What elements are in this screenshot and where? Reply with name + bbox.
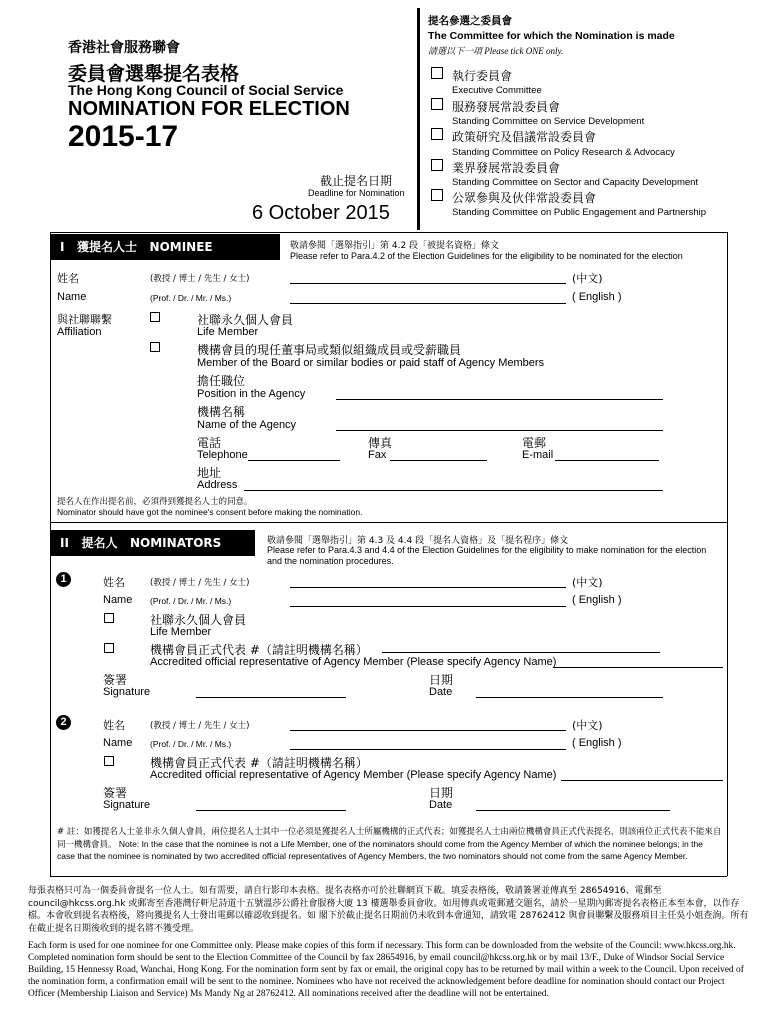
- section-divider: [50, 522, 727, 523]
- position-field[interactable]: [336, 399, 663, 400]
- nominator-2-name-en-field[interactable]: [290, 749, 566, 750]
- nominator-1-signature-zh: 簽署: [103, 673, 128, 687]
- section-nominee-note-en: Please refer to Para.4.2 of the Election Guidelines for the eligibility to be nominated for the election: [290, 251, 683, 261]
- nominator-2-agency-en-field[interactable]: [561, 780, 723, 781]
- address-label-en: Address: [197, 479, 238, 491]
- nominator-footnote-en: Note: In the case that the nominee is not a Life Member, one of the nominators should come from the Agency Member of which the nominee belongs; in the case that the nominee is nominated by two accredited official representatives of Agency Members, the two nominators should not come from the same Agency Member.: [57, 838, 703, 861]
- public-engagement-checkbox[interactable]: [431, 189, 443, 201]
- committee-box-border: [417, 8, 420, 230]
- fax-label-en: Fax: [368, 449, 387, 461]
- footer-note-zh: 每張表格只可為一個委員會提名一位人士。如有需要，請自行影印本表格。提名表格亦可於社聯網頁下載。填妥表格後，敬請簽署並傳真至 28654916、電郵至 council@hkcss.org.hk 或郵寄至香港灣仔軒尼詩道十五號溫莎公爵社會服務大廈 13 樓選舉委員會收。如用傳真或電郵遞交題名，請於一星期內郵寄提名表格正本至本會，以作存檔。本會收到提名表格後，將向獲提名人士發出電郵以確認收到提名。如 閣下於截止提名日期前仍未收到本會通知，請致電 28762412 與會員聯繫及服務項目主任吳小姐查詢。所有在截止提名日期後收到的提名將不獲受理。: [28, 886, 749, 934]
- nominator-2-date-en: Date: [429, 799, 453, 811]
- form-title-zh: 委員會選舉提名表格: [68, 63, 240, 85]
- nominator-1-signature-field[interactable]: [196, 697, 346, 698]
- nominee-agency-member-checkbox[interactable]: [150, 342, 160, 352]
- nominator-1-date-zh: 日期: [429, 673, 454, 687]
- position-label-en: Position in the Agency: [197, 388, 306, 400]
- sector-capacity-checkbox[interactable]: [431, 159, 443, 171]
- section-nominators-note-en: Please refer to Para.4.3 and 4.4 of the Election Guidelines for the eligibility to make nomination for the election and the nomination procedures.: [267, 545, 707, 566]
- nominator-1-date-field[interactable]: [476, 697, 663, 698]
- nominee-life-member-zh: 社聯永久個人會員: [197, 313, 294, 327]
- nominee-name-label-zh: 姓名: [57, 272, 79, 285]
- form-bottom-border: [50, 876, 727, 877]
- section-nominee-note-zh: 敬請參閱「選舉指引」第 4.2 段「被提名資格」條文: [290, 241, 500, 251]
- committee-option-en: Standing Committee on Policy Research & Advocacy: [452, 147, 675, 158]
- fax-label-zh: 傳真: [368, 436, 393, 450]
- nominator-2-title-zh: (教授 / 博士 / 先生 / 女士): [150, 721, 250, 731]
- nominee-name-en-field[interactable]: [290, 303, 566, 304]
- nominator-1-agency-en-field[interactable]: [553, 667, 723, 668]
- nominee-life-member-en: Life Member: [197, 326, 259, 338]
- committee-option-en: Standing Committee on Public Engagement and Partnership: [452, 207, 707, 218]
- nominator-2-english-label: ( English ): [572, 737, 622, 749]
- nominator-2-date-field[interactable]: [476, 810, 670, 811]
- section-nominators-note-zh: 敬請參閱「選舉指引」第 4.3 及 4.4 段「提名人資格」及「提名程序」條文: [267, 536, 569, 546]
- agency-name-field[interactable]: [336, 430, 663, 431]
- nominee-agency-member-zh: 機構會員的現任董事局或類似組織成員或受薪職員: [197, 343, 462, 357]
- telephone-label-en: Telephone: [197, 449, 248, 461]
- nominator-1-number: 1: [56, 572, 71, 587]
- committee-option-zh: 業界發展常設委員會: [452, 161, 561, 175]
- nominee-english-label: ( English ): [572, 291, 622, 303]
- nominator-2-representative-checkbox[interactable]: [104, 756, 114, 766]
- agency-name-label-en: Name of the Agency: [197, 419, 297, 431]
- policy-research-checkbox[interactable]: [431, 128, 443, 140]
- nominee-title-options-en: (Prof. / Dr. / Mr. / Ms.): [150, 293, 232, 303]
- committee-option-zh: 政策研究及倡議常設委員會: [452, 130, 597, 144]
- nominator-1-title-zh: (教授 / 博士 / 先生 / 女士): [150, 578, 250, 588]
- committee-box-title-zh: 提名參選之委員會: [428, 15, 512, 27]
- committee-option-en: Executive Committee: [452, 85, 542, 96]
- fax-field[interactable]: [390, 460, 487, 461]
- position-label-zh: 擔任職位: [197, 374, 246, 388]
- nominator-1-name-label-en: Name: [103, 594, 133, 606]
- committee-box-title-en: The Committee for which the Nomination is made: [428, 30, 675, 42]
- consent-note-zh: 提名人在作出提名前，必須得到獲提名人士的同意。: [57, 497, 253, 507]
- nominee-name-zh-field[interactable]: [290, 283, 566, 284]
- nominee-agency-member-en: Member of the Board or similar bodies or paid staff of Agency Members: [197, 357, 545, 369]
- nominator-1-life-member-zh: 社聯永久個人會員: [150, 613, 247, 627]
- nominator-1-date-en: Date: [429, 686, 453, 698]
- form-right-border: [727, 232, 728, 876]
- term-year: 2015-17: [68, 120, 179, 153]
- nominator-1-life-member-checkbox[interactable]: [104, 613, 114, 623]
- address-label-zh: 地址: [197, 466, 222, 480]
- nominator-2-signature-zh: 簽署: [103, 786, 128, 800]
- nominator-2-representative-en: Accredited official representative of Agency Member (Please specify Agency Name): [150, 769, 557, 781]
- agency-name-label-zh: 機構名稱: [197, 405, 246, 419]
- org-name-en: The Hong Kong Council of Social Service: [68, 82, 344, 98]
- consent-note-en: Nominator should have got the nominee's consent before making the nomination.: [57, 507, 363, 517]
- nominator-1-signature-en: Signature: [103, 686, 151, 698]
- deadline-label-en: Deadline for Nomination: [308, 188, 405, 198]
- form-title-en: NOMINATION FOR ELECTION: [68, 98, 350, 120]
- committee-option-zh: 服務發展常設委員會: [452, 100, 561, 114]
- nominee-name-label-en: Name: [57, 291, 87, 303]
- committee-option-en: Standing Committee on Sector and Capacity Development: [452, 177, 699, 188]
- nominator-2-signature-field[interactable]: [196, 810, 346, 811]
- nominator-footnote-zh: # 註：如獲提名人士並非永久個人會員，兩位提名人士其中一位必須是獲提名人士所屬機構的正式代表；如獲提名人士由兩位機構會員正式代表提名，則該兩位正式代表不能來自同一機構會員。: [57, 827, 722, 850]
- committee-option-zh: 執行委員會: [452, 69, 513, 83]
- deadline-date: 6 October 2015: [252, 202, 390, 224]
- email-label-zh: 電郵: [522, 436, 547, 450]
- nominator-1-representative-checkbox[interactable]: [104, 643, 114, 653]
- affiliation-label-zh: 與社聯聯繫: [57, 313, 112, 326]
- email-field[interactable]: [555, 460, 659, 461]
- nominator-2-number: 2: [56, 715, 71, 730]
- nominee-title-options-zh: (教授 / 博士 / 先生 / 女士): [150, 274, 250, 284]
- address-field[interactable]: [244, 490, 663, 491]
- deadline-label-zh: 截止提名日期: [320, 174, 393, 188]
- telephone-label-zh: 電話: [197, 436, 222, 450]
- telephone-field[interactable]: [248, 460, 340, 461]
- nominator-1-title-en: (Prof. / Dr. / Mr. / Ms.): [150, 596, 232, 606]
- nominator-1-name-zh-field[interactable]: [290, 587, 566, 588]
- nominator-1-representative-zh: 機構會員正式代表 #（請註明機構名稱）: [150, 643, 368, 657]
- nominator-1-name-en-field[interactable]: [290, 606, 566, 607]
- committee-box-instruction: 請選以下一項 Please tick ONE only.: [428, 46, 564, 56]
- nominator-1-english-label: ( English ): [572, 594, 622, 606]
- nominator-2-name-label-zh: 姓名: [103, 719, 125, 732]
- section-nominee-bar: I 獲提名人士 NOMINEE: [50, 234, 280, 260]
- affiliation-label-en: Affiliation: [57, 326, 102, 338]
- executive-committee-checkbox[interactable]: [431, 67, 443, 79]
- footer-note-en: Each form is used for one nominee for one Committee only. Please make copies of this form if necessary. This form can be downloaded from the website of the Council: www.hkcss.org.hk. Completed nomination form should be sent to the Election Committee of the Council by fax 28654916, by email council@hkcss.org.hk or by mail 13/F., Duke of Windsor Social Service Building, 15 Hennessy Road, Wanchai, Hong Kong. For the nomination form sent by fax or email, the original copy has to be returned by mail within a week to the Council. Upon received of the nomination form, a confirmation email will be sent to the nominee. Nominees who have not received the acknowledgement before deadline for nomination should contact our Project Officer (Membership Liaison and Service) Ms Mandy Ng at 28762412. All nominations received after the deadline will not be entertained.: [28, 941, 744, 1000]
- org-name-zh: 香港社會服務聯會: [68, 40, 180, 56]
- nominator-2-name-zh-field[interactable]: [290, 730, 566, 731]
- email-label-en: E-mail: [522, 449, 554, 461]
- nominator-footnote: [57, 826, 723, 863]
- nominator-2-title-en: (Prof. / Dr. / Mr. / Ms.): [150, 739, 232, 749]
- section-nominators-bar: II 提名人 NOMINATORS: [50, 530, 255, 556]
- nominator-1-life-member-en: Life Member: [150, 626, 212, 638]
- nominator-2-chinese-label: (中文): [572, 719, 603, 732]
- committee-option-en: Standing Committee on Service Development: [452, 116, 645, 127]
- nominator-2-date-zh: 日期: [429, 786, 454, 800]
- nominee-chinese-label: (中文): [572, 272, 603, 285]
- nominator-1-chinese-label: (中文): [572, 576, 603, 589]
- form-top-border: [50, 232, 727, 233]
- nominator-2-name-label-en: Name: [103, 737, 133, 749]
- nominator-1-name-label-zh: 姓名: [103, 576, 125, 589]
- committee-option-zh: 公眾參與及伙伴常設委員會: [452, 191, 597, 205]
- nominee-life-member-checkbox[interactable]: [150, 312, 160, 322]
- nominator-2-representative-zh: 機構會員正式代表 #（請註明機構名稱）: [150, 756, 368, 770]
- nominator-1-representative-en: Accredited official representative of Agency Member (Please specify Agency Name): [150, 656, 557, 668]
- service-development-checkbox[interactable]: [431, 98, 443, 110]
- nominator-2-signature-en: Signature: [103, 799, 151, 811]
- nominator-1-agency-zh-field[interactable]: [382, 652, 660, 653]
